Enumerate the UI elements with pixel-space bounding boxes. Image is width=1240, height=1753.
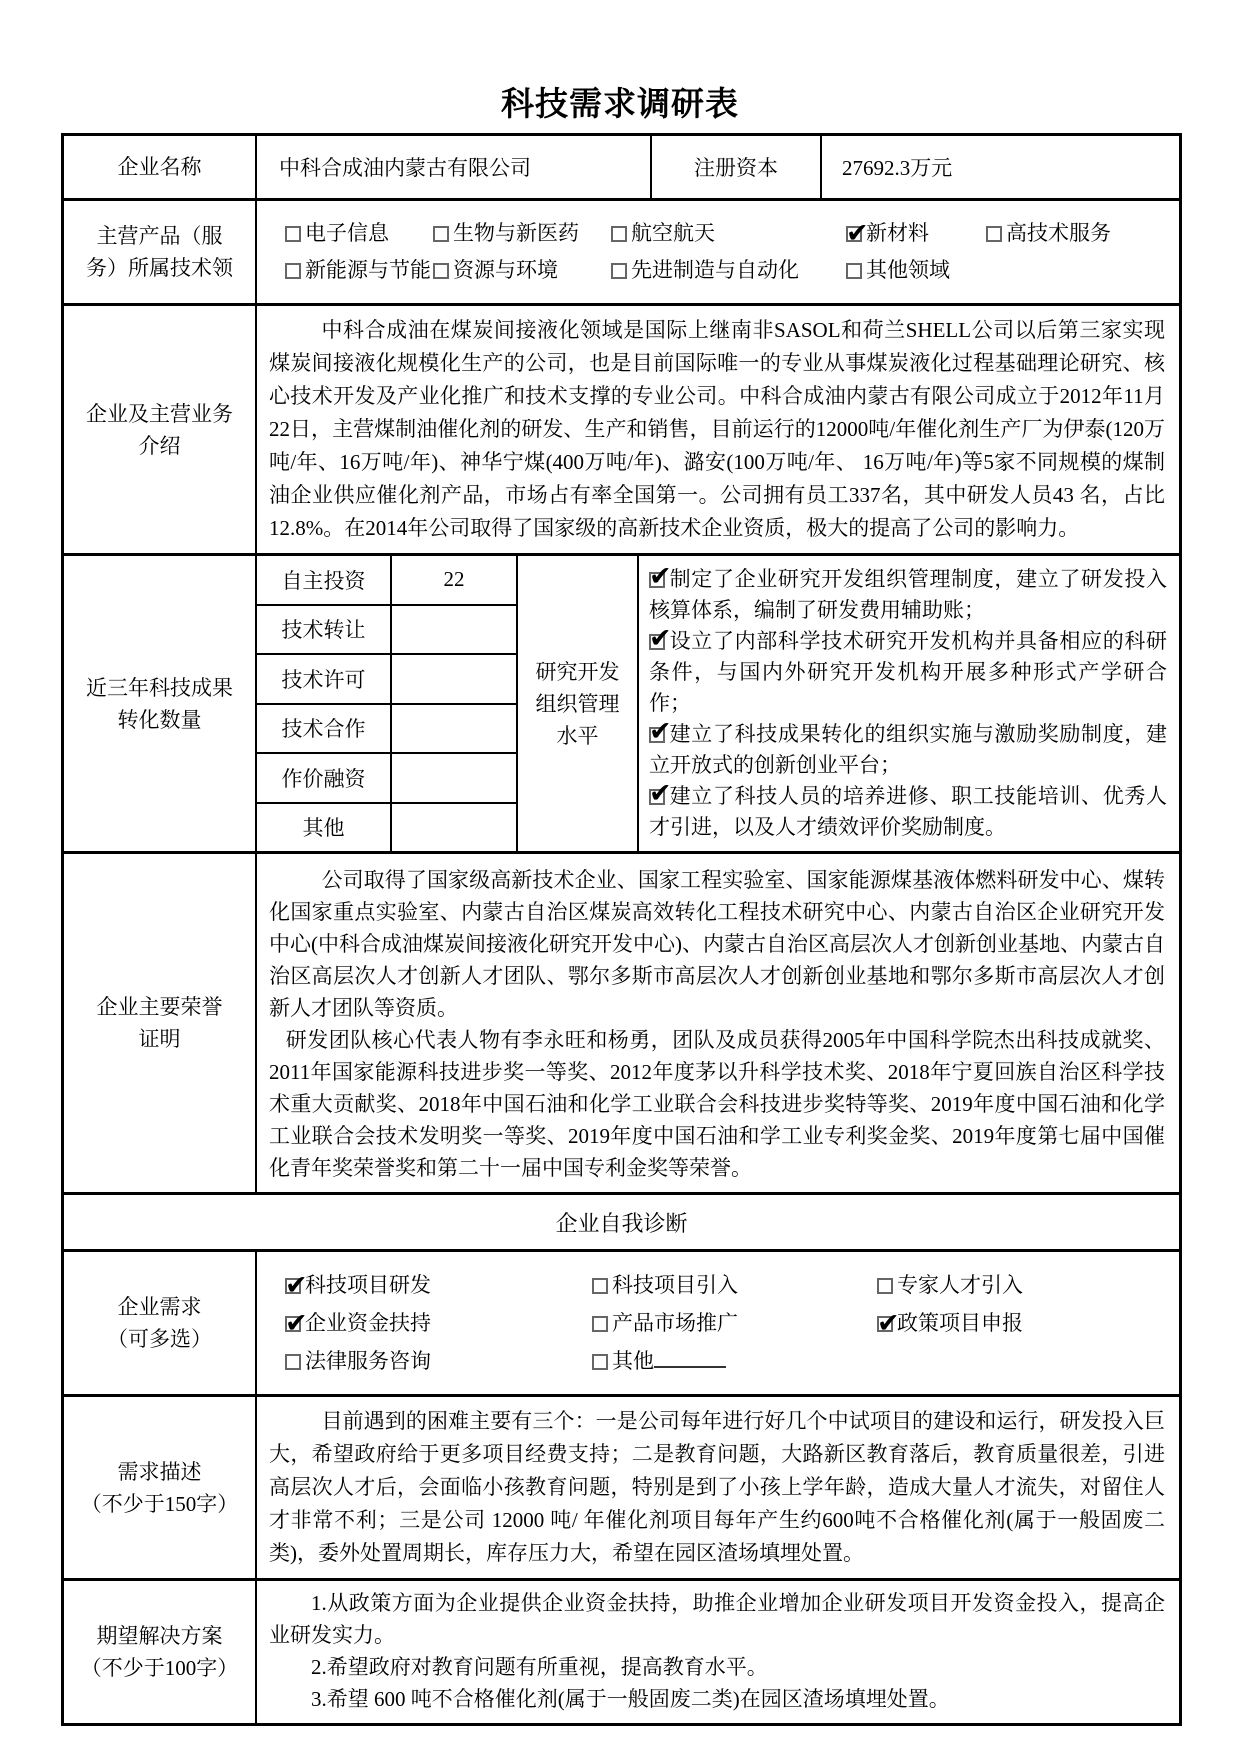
achievement-value: 22 <box>443 567 465 592</box>
business-intro-label: 企业及主营业务 介绍 <box>86 401 233 458</box>
table-row: 技术合作 <box>257 703 516 753</box>
achievement-value <box>392 655 516 703</box>
solution-label: 期望解决方案 （不少于100字） <box>80 1624 239 1680</box>
list-item: ✔建立了科技人员的培养进修、职工技能培训、优秀人才引进，以及人才绩效评价奖励制度。 <box>649 781 1167 843</box>
demand-text: 目前遇到的困难主要有三个：一是公司每年进行好几个中试项目的建设和运行，研发投入巨大，希望政府给于更多项目经费支持；二是教育问题，大路新区教育落后，教育质量很差，引进高层次人才后，会面临小孩教育问题，特别是到了小孩上学年龄，造成大量人才流失，对留住人才非常不利；三是公司 12000 吨/ 年催化剂项目每年产生约600吨不合格催化剂(属于一般固废二类)，委外处置周期长，库存压力大，希望在园区渣场填埋处置。 <box>255 1397 1179 1578</box>
registered-capital-value: 27692.3万元 <box>820 136 1179 198</box>
rd-management-items <box>637 556 1179 851</box>
row-solution <box>64 1578 1179 1723</box>
option-other-field: 其他领域 <box>846 252 986 289</box>
checkbox-checked-icon[interactable] <box>649 727 665 743</box>
checkbox-icon[interactable] <box>611 226 627 242</box>
table-row: 作价融资 <box>257 752 516 802</box>
checkbox-icon[interactable] <box>611 263 627 279</box>
row-achievements <box>64 553 1179 851</box>
survey-form-table <box>61 133 1182 1726</box>
tech-field-label: 主营产品（服 务）所属技术领 <box>86 224 233 280</box>
business-intro-text: 中科合成油在煤炭间接液化领域是国际上继南非SASOL和荷兰SHELL公司以后第三家实现煤炭间接液化规模化生产的公司，也是目前国际唯一的专业从事煤炭液化过程基础理论研究、核心技术开发及产业化推广和技术支撑的专业公司。中科合成油内蒙古有限公司成立于2012年11月22日，主营煤制油催化剂的研发、生产和销售，目前运行的12000吨/年催化剂生产厂为伊泰(120万吨/年、16万吨/年)、神华宁煤(400万吨/年)、潞安(100万吨/年、 16万吨/年)等5家不同规模的煤制油企业供应催化剂产品，市场占有率全国第一。公司拥有员工337名，其中研发人员43 名，占比12.8%。在2014年公司取得了国家级的高新技术企业资质，极大的提高了公司的影响力。 <box>255 306 1179 553</box>
option-hightech-service: 高技术服务 <box>986 215 1179 252</box>
checkbox-icon[interactable] <box>592 1316 608 1332</box>
table-row: 其他 <box>257 802 516 852</box>
option-project-import: 科技项目引入 <box>592 1266 877 1304</box>
registered-capital-label: 注册资本 <box>650 136 820 198</box>
checkbox-icon[interactable] <box>986 226 1002 242</box>
table-row: 技术许可 <box>257 653 516 703</box>
checkbox-icon[interactable] <box>846 263 862 279</box>
checkbox-checked-icon[interactable] <box>649 572 665 588</box>
list-item: ✔建立了科技成果转化的组织实施与激励奖励制度，建立开放式的创新创业平台； <box>649 719 1167 781</box>
honors-text: 公司取得了国家级高新技术企业、国家工程实验室、国家能源煤基液体燃料研发中心、煤转化国家重点实验室、内蒙古自治区煤炭高效转化工程技术研究中心、内蒙古自治区企业研究开发中心(中科合成油煤炭间接液化研究开发中心)、内蒙古自治区高层次人才创新创业基地、内蒙古自治区高层次人才创新人才团队、鄂尔多斯市高层次人才创新创业基地和鄂尔多斯市高层次人才创新人才团队等资质。 研发团队核心代表人物有李永旺和杨勇，团队及成员获得2005年中国科学院杰出科技成就奖、2011年国家能源科技进步奖一等奖、2012年度茅以升科学技术奖、2018年宁夏回族自治区科学技术重大贡献奖、2018年中国石油和化学工业联合会科技进步奖特等奖、2019年度中国石油和化学工业联合会技术发明奖一等奖、2019年度中国石油和学工业专利奖金奖、2019年度第七届中国催化青年奖荣誉奖和第二十一届中国专利金奖等荣誉。 <box>255 854 1179 1192</box>
tech-field-options <box>255 201 1179 303</box>
option-legal-service: 法律服务咨询 <box>285 1342 592 1380</box>
honors-label: 企业主要荣誉 证明 <box>96 995 223 1051</box>
demand-label: 需求描述 （不少于150字） <box>80 1459 239 1516</box>
table-row: 技术转让 <box>257 604 516 654</box>
option-new-materials: ✔ 新材料 <box>846 215 986 252</box>
option-policy-application: ✔ 政策项目申报 <box>877 1304 1179 1342</box>
form-title: 科技需求调研表 <box>501 87 739 123</box>
self-diagnosis-title: 企业自我诊断 <box>555 1210 688 1236</box>
option-aerospace: 航空航天 <box>611 215 846 252</box>
row-demand <box>64 1394 1179 1578</box>
option-bio-medicine: 生物与新医药 <box>433 215 611 252</box>
checkbox-checked-icon[interactable] <box>649 634 665 650</box>
table-row: 自主投资 22 <box>257 556 516 604</box>
row-needs <box>64 1249 1179 1394</box>
option-funding-support: ✔企业资金扶持 <box>285 1304 592 1342</box>
checkbox-checked-icon[interactable] <box>877 1316 893 1332</box>
list-item: ✔设立了内部科学技术研究开发机构并具备相应的科研条件，与国内外研究开发机构开展多种形式产学研合作； <box>649 626 1167 719</box>
solution-text: 1.从政策方面为企业提供企业资金扶持，助推企业增加企业研发项目开发资金投入，提高企业研发实力。 2.希望政府对教育问题有所重视，提高教育水平。 3.希望 600 吨不合格催化剂(属于一般固废二类)在园区渣场填埋处置。 <box>255 1581 1179 1723</box>
option-adv-manufacturing: 先进制造与自动化 <box>611 252 846 289</box>
achievement-value <box>392 754 516 802</box>
row-self-diagnosis <box>64 1192 1179 1249</box>
checkbox-icon[interactable] <box>433 226 449 242</box>
needs-label: 企业需求 （可多选） <box>107 1295 212 1351</box>
list-item: ✔制定了企业研究开发组织管理制度，建立了研发投入核算体系，编制了研发费用辅助账； <box>649 564 1167 626</box>
checkbox-icon[interactable] <box>285 263 301 279</box>
company-name-label: 企业名称 <box>117 155 202 179</box>
option-expert-import: 专家人才引入 <box>877 1266 1179 1304</box>
blank-underline <box>654 1347 726 1368</box>
company-name-value: 中科合成油内蒙古有限公司 <box>255 136 650 198</box>
rd-management-label: 研究开发 组织管理 水平 <box>516 556 637 851</box>
option-electronics: 电子信息 <box>285 215 433 252</box>
achievements-label: 近三年科技成果 转化数量 <box>86 675 233 732</box>
needs-options <box>255 1252 1179 1394</box>
option-project-rd: ✔科技项目研发 <box>285 1266 592 1304</box>
achievement-value <box>392 804 516 852</box>
row-honors <box>64 851 1179 1192</box>
option-resources-env: 资源与环境 <box>433 252 611 289</box>
checkbox-icon[interactable] <box>877 1278 893 1294</box>
achievements-subtable <box>255 556 516 851</box>
checkbox-checked-icon[interactable] <box>285 1316 301 1332</box>
option-other: 其他 <box>592 1342 877 1380</box>
option-new-energy: 新能源与节能 <box>285 252 433 289</box>
checkbox-icon[interactable] <box>285 1354 301 1370</box>
option-market-promotion: 产品市场推广 <box>592 1304 877 1342</box>
checkbox-icon[interactable] <box>592 1354 608 1370</box>
checkbox-checked-icon[interactable] <box>846 226 862 242</box>
checkbox-checked-icon[interactable] <box>649 789 665 805</box>
achievement-value <box>392 606 516 654</box>
row-business-intro <box>64 303 1179 553</box>
row-company <box>64 136 1179 198</box>
checkbox-checked-icon[interactable] <box>285 1278 301 1294</box>
row-tech-field <box>64 198 1179 303</box>
achievement-value <box>392 705 516 753</box>
checkbox-icon[interactable] <box>433 263 449 279</box>
checkbox-icon[interactable] <box>285 226 301 242</box>
checkbox-icon[interactable] <box>592 1278 608 1294</box>
